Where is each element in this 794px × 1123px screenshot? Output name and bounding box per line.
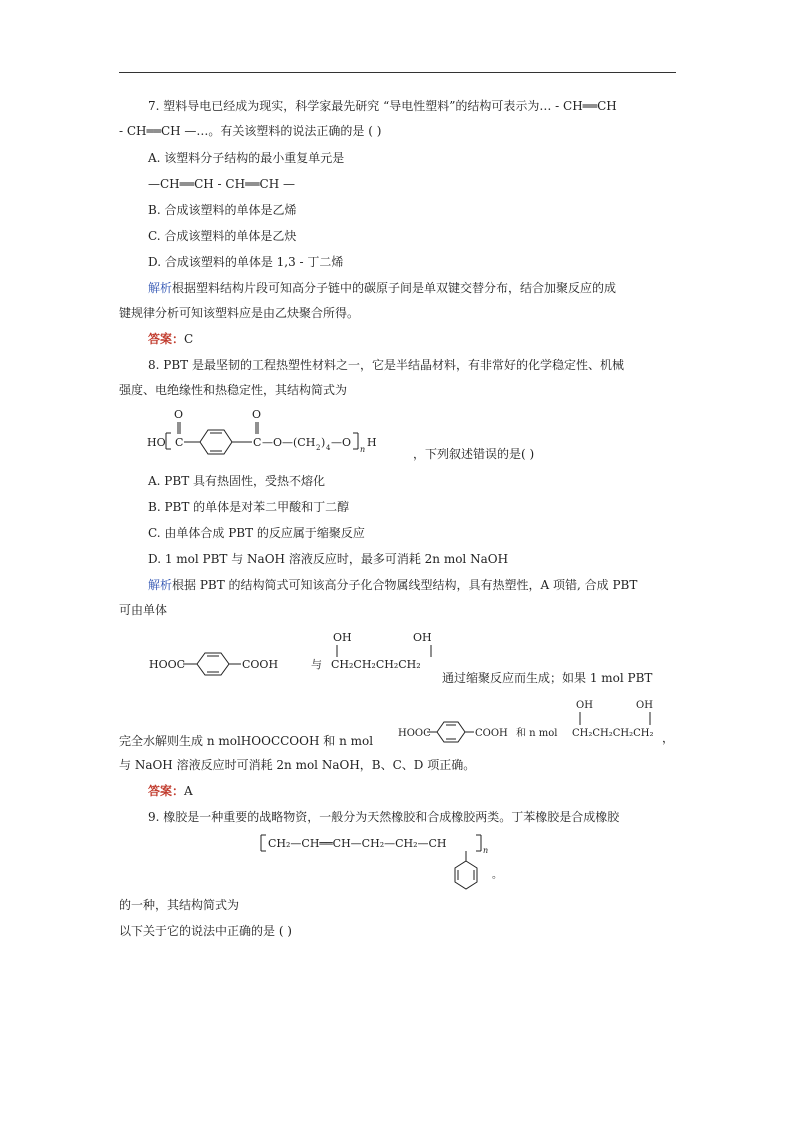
q8-option-c: C. 由单体合成 PBT 的反应属于缩聚反应 xyxy=(148,526,365,540)
mono2-hooc: HOOC xyxy=(398,728,431,739)
mono2-oh-1: OH xyxy=(576,700,593,711)
pbt-n: n xyxy=(360,445,366,454)
sbr-dot: 。 xyxy=(492,870,502,881)
q8-option-a: A. PBT 具有热固性，受热不熔化 xyxy=(148,474,326,488)
mono1-oh-1: OH xyxy=(333,631,352,644)
q7-option-d: D. 合成该塑料的单体是 1,3 - 丁二烯 xyxy=(148,255,344,269)
q7-answer-label: 答案： xyxy=(148,332,185,346)
pbt-o-top-1: O xyxy=(174,408,184,421)
q8-analysis-line5: 与 NaOH 溶液反应时可消耗 2n mol NaOH，B、C、D 项正确。 xyxy=(119,758,476,772)
q8-stem-line1: 8. PBT 是最坚韧的工程热塑性材料之一，它是半结晶材料，有非常好的化学稳定性、机械 xyxy=(148,358,624,372)
q8-answer-value: A xyxy=(184,784,193,798)
q8-option-d: D. 1 mol PBT 与 NaOH 溶液反应时，最多可消耗 2n mol NaOH xyxy=(148,552,509,566)
svg-text:C: C xyxy=(175,436,184,449)
mono2-oh-2: OH xyxy=(636,700,653,711)
pbt-ho-label: HO xyxy=(147,436,166,449)
mono2-he: 和 n mol xyxy=(516,728,558,739)
q9-stem-line2: 的一种，其结构简式为 xyxy=(119,898,240,912)
sbr-chain: CH₂—CH══CH—CH₂—CH₂—CH xyxy=(268,837,447,850)
pbt-sub-2: 2 xyxy=(316,444,321,452)
pbt-o-top-2: O xyxy=(252,408,262,421)
q7-answer-value: C xyxy=(184,332,194,346)
mono2-chain: CH₂CH₂CH₂CH₂ xyxy=(572,728,654,739)
q7-analysis-line2: 键规律分析可知该塑料应是由乙炔聚合所得。 xyxy=(119,306,360,320)
pbt-sub-4: 4 xyxy=(326,444,331,452)
svg-text:C: C xyxy=(253,436,262,449)
q7-option-a: A. 该塑料分子结构的最小重复单元是 xyxy=(148,151,345,165)
q8-option-b: B. PBT 的单体是对苯二甲酸和丁二醇 xyxy=(148,500,350,514)
mono1-cooh: COOH xyxy=(242,658,279,671)
pbt-close-paren: ) xyxy=(321,436,326,449)
q8-analysis-line3: 通过缩聚反应而生成；如果 1 mol PBT xyxy=(442,671,653,685)
q7-answer xyxy=(148,331,193,347)
pbt-structure-diagram xyxy=(145,406,405,466)
q8-stem-line2: 强度、电绝缘性和热稳定性，其结构简式为 xyxy=(119,383,348,397)
pbt-benzene-ring xyxy=(200,430,232,454)
q7-analysis-label: 解析 xyxy=(148,281,173,295)
q8-analysis-comma: ， xyxy=(662,731,675,745)
q7-stem-line2: - CH══CH —…。有关该塑料的说法正确的是 ( ) xyxy=(119,124,382,138)
mono2-cooh: COOH xyxy=(475,728,508,739)
header-rule xyxy=(119,72,676,73)
mono1-hooc: HOOC xyxy=(149,658,186,671)
mono1-yu: 与 xyxy=(311,658,322,671)
q7-analysis-line1 xyxy=(148,280,616,296)
sbr-n: n xyxy=(483,846,489,855)
q7-option-b: B. 合成该塑料的单体是乙烯 xyxy=(148,203,297,217)
q7-option-a-formula: —CH══CH - CH══CH — xyxy=(148,177,295,191)
q7-option-c: C. 合成该塑料的单体是乙炔 xyxy=(148,229,297,243)
q9-stem-line1: 9. 橡胶是一种重要的战略物资，一般分为天然橡胶和合成橡胶两类。丁苯橡胶是合成橡胶 xyxy=(148,810,620,824)
q7-stem-line1: 7. 塑料导电已经成为现实，科学家最先研究 “导电性塑料”的结构可表示为… - CH══CH xyxy=(148,99,617,113)
pbt-monomer-diagram-1 xyxy=(147,628,447,680)
sbr-structure-diagram xyxy=(256,828,506,898)
pbt-ester-chain: —O—(CH xyxy=(262,436,316,449)
q8-analysis-line2: 可由单体 xyxy=(119,603,168,617)
pbt-monomer-diagram-2 xyxy=(396,694,666,746)
q8-analysis-line4: 完全水解则生成 n molHOOCCOOH 和 n mol xyxy=(119,734,374,748)
q9-stem-line3: 以下关于它的说法中正确的是 ( ) xyxy=(119,924,292,938)
mono1-chain: CH₂CH₂CH₂CH₂ xyxy=(331,658,421,671)
q8-stem-line3: ，下列叙述错误的是( ) xyxy=(413,447,535,461)
q8-answer-label: 答案： xyxy=(148,784,185,798)
q8-analysis-text1: 根据 PBT 的结构简式可知该高分子化合物属线型结构，具有热塑性，A 项错, 合成 PBT xyxy=(172,578,638,592)
q8-analysis-label: 解析 xyxy=(148,578,173,592)
q8-analysis-line1 xyxy=(148,577,637,593)
mono1-oh-2: OH xyxy=(413,631,432,644)
q8-answer xyxy=(148,783,193,799)
pbt-o-end: —O xyxy=(331,436,352,449)
pbt-h-label: H xyxy=(367,436,377,449)
q7-analysis-text1: 根据塑料结构片段可知高分子链中的碳原子间是单双键交替分布，结合加聚反应的成 xyxy=(172,281,617,295)
